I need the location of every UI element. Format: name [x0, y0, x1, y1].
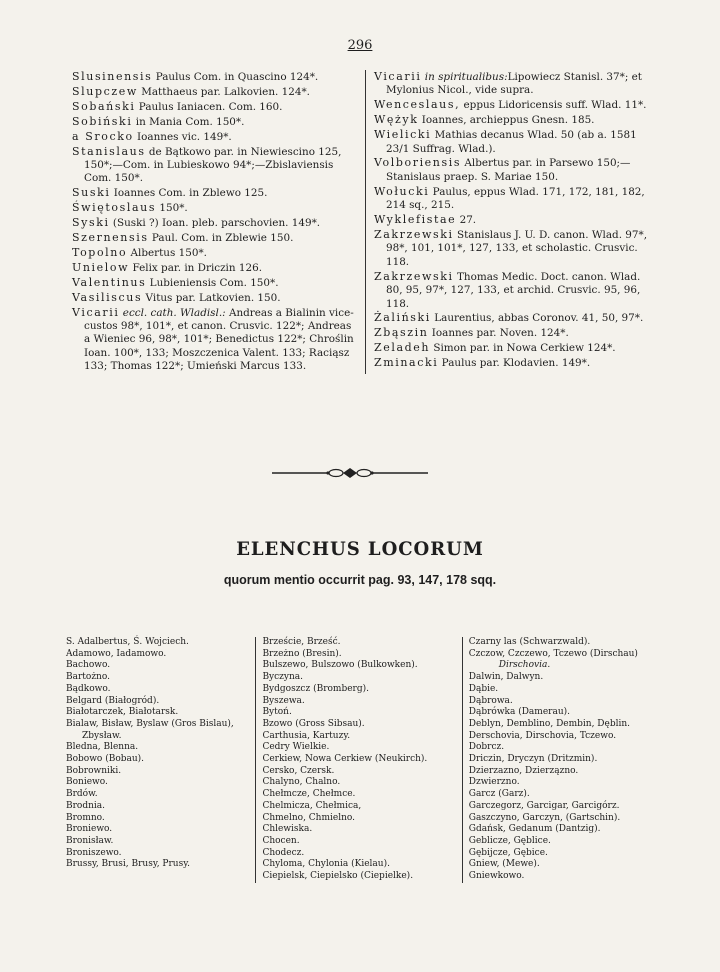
place-entry: Boniewo. [66, 777, 108, 788]
place-entry: Brdów. [66, 789, 98, 800]
index-entry: Slusinensis Paulus Com. in Quascino 124*. [72, 70, 319, 83]
index-entry: Valentinus Lubieniensis Com. 150*. [72, 275, 279, 289]
place-entry: Brzeście, Brześć. [262, 637, 341, 647]
place-entry: Dąbrówka (Damerau). [468, 707, 570, 718]
place-entry: Dąbrowa. [468, 695, 513, 706]
place-entry: Gdańsk, Gedanum (Dantzig). [468, 824, 601, 835]
place-entry: Bachowo. [66, 660, 111, 671]
index-entry: Syski (Suski ?) Ioan. pleb. parschovien. 149*. [72, 216, 321, 230]
place-entry: Byczyna. [262, 672, 304, 683]
place-entry: Dzwierzno. [468, 777, 520, 788]
place-entry: Cerkiew, Nowa Cerkiew (Neukirch). [262, 754, 428, 765]
index-entry: Wielicki Mathias decanus Wlad. 50 (ab a. 1581 23/1 Suffrag. Wlad.). [373, 128, 637, 155]
place-entry: Chełmcze, Chełmce. [262, 789, 356, 800]
section-subtitle: quorum mentio occurrit pag. 93, 147, 178 sqq. [223, 573, 497, 587]
locorum-column-3 [463, 637, 666, 883]
index-entry: Zakrzewski Stanislaus J. U. D. canon. Wlad. 97*, 98*, 101, 101*, 127, 133, et scholastic. Crusvic. 118. [373, 227, 648, 268]
place-entry: Chelmicza, Chełmica, [262, 800, 362, 811]
place-entry: Chmelno, Chmielno. [262, 812, 356, 823]
place-entry: Chocen. [262, 835, 300, 846]
place-entry: Deblyn, Demblino, Dembin, Dęblin. [468, 718, 631, 729]
section-title: ELENCHUS LOCORUM [236, 538, 484, 560]
page-number: 296 [347, 38, 373, 53]
index-entry: Topolno Albertus 150*. [72, 245, 207, 259]
place-entry: Bytoń. [262, 707, 292, 718]
place-entry: Bobowo (Bobau). [66, 754, 145, 765]
place-entry: Broniewo. [66, 824, 113, 835]
place-entry: Byszewa. [262, 695, 305, 706]
place-entry: Czarny las (Schwarzwald). [468, 637, 591, 647]
place-entry: Bulszewo, Bulszowo (Bulkowken). [262, 660, 418, 671]
index-entry: Zbąszin Ioannes par. Noven. 124*. [373, 326, 569, 340]
index-entry: Wężyk Ioannes, archieppus Gnesn. 185. [373, 113, 595, 127]
place-entry: Bądkowo. [66, 683, 111, 694]
place-entry: S. Adalbertus, Ś. Wojciech. [66, 637, 189, 647]
locorum-column-2 [256, 637, 462, 883]
place-entry: Chodecz. [262, 847, 305, 858]
place-entry: Derschovia, Dirschovia, Tczewo. [468, 730, 617, 741]
index-entry: Świętoslaus 150*. [72, 201, 188, 215]
index-entry: Vicarii eccl. cath. Wladisl.: Andreas a Bialinin vice-custos 98*, 101*, et canon. Crusvic. 122*; Andreas a Wieniec 96, 98*, 101*; Benedictus 122*; Chroślin Ioan. 100*, 133; Moszczenica Valent. 133; Raciąsz 133; Thomas 122*; Umieński Marcus 133. [72, 305, 354, 373]
place-entry: Bartożno. [66, 672, 110, 683]
index-entry: Zeladeh Simon par. in Nowa Cerkiew 124*. [373, 341, 616, 355]
index-entry: Zminacki Paulus par. Klodavien. 149*. [373, 356, 591, 370]
place-entry: Bromno. [66, 812, 105, 823]
place-entry: Ciepielsk, Ciepielsko (Ciepielke). [262, 871, 414, 882]
place-entry: Chalyno, Chalno. [262, 777, 341, 788]
index-entry: Zakrzewski Thomas Medic. Doct. canon. Wlad. 80, 95, 97*, 127, 133, et archid. Crusvic. 95, 96, 118. [373, 269, 641, 310]
place-entry: Bronisław. [66, 835, 114, 846]
place-entry: Gniewkowo. [468, 871, 525, 882]
index-entry: Szernensis Paul. Com. in Zblewie 150. [72, 230, 294, 244]
index-entry: Vasiliscus Vitus par. Latkovien. 150. [72, 290, 281, 304]
place-entry: Chyloma, Chylonia (Kielau). [262, 859, 390, 870]
place-entry-continuation: Dirschovia. [498, 660, 551, 671]
place-entry: Broniszewo. [66, 847, 122, 858]
place-entry: Chlewiska. [262, 824, 313, 835]
place-entry: Brussy, Brusi, Brusy, Prusy. [66, 859, 190, 870]
index-entry: Unielow Felix par. in Driczin 126. [72, 260, 263, 274]
index-entry: Vicarii in spiritualibus:Lipowiecz Stanisl. 37*; et Mylonius Nicol., vide supra. [373, 70, 642, 97]
index-entry: a Srocko Ioannes vic. 149*. [72, 129, 232, 143]
index-column-right [366, 70, 652, 374]
index-entry: Żaliński Laurentius, abbas Coronov. 41, 50, 97*. [373, 311, 644, 325]
index-entry: Volboriensis Albertus par. in Parsewo 150;—Stanislaus praep. S. Mariae 150. [373, 156, 631, 183]
place-entry: Gaszczyno, Garczyn, (Gartschin). [468, 812, 621, 823]
place-entry: Gębijcze, Gębice. [468, 847, 548, 858]
index-entry: Wyklefistae 27. [373, 213, 477, 227]
place-entry: Cersko, Czersk. [262, 765, 335, 776]
place-entry: Dobrcz. [468, 742, 505, 753]
place-entry: Garczegorz, Garcigar, Garcigórz. [468, 800, 620, 811]
place-entry: Dzierzazno, Dzierzązno. [468, 765, 579, 776]
place-entry: Dalwin, Dalwyn. [468, 672, 544, 683]
index-entry: Sobański Paulus Ianiacen. Com. 160. [72, 99, 283, 113]
place-entry: Bledna, Blenna. [66, 742, 139, 753]
index-entry: Suski Ioannes Com. in Zblewo 125. [72, 186, 268, 200]
place-entry: Carthusia, Kartuzy. [262, 730, 351, 741]
place-entry: Belgard (Białogród). [66, 695, 160, 706]
locorum-columns [66, 637, 666, 883]
place-entry: Czczow, Czczewo, Tczewo (Dirschau) [468, 648, 638, 659]
place-entry: Garcz (Garz). [468, 789, 530, 800]
place-entry: Bzowo (Gross Sibsau). [262, 718, 365, 729]
place-entry: Bialaw, Bisław, Byslaw (Gros Bislau), [66, 718, 234, 729]
locorum-column-1 [66, 637, 256, 883]
place-entry: Adamowo, Iadamowo. [66, 648, 167, 659]
place-entry: Brodnia. [66, 800, 105, 811]
index-entry: Stanislaus de Bątkowo par. in Niewiescino 125, 150*;—Com. in Lubieskowo 94*;—Zbislaviensis Com. 150*. [72, 144, 342, 185]
index-columns [72, 70, 652, 374]
place-entry: Dąbie. [468, 683, 499, 694]
place-entry: Brzeżno (Bresin). [262, 648, 342, 659]
place-entry: Bydgoszcz (Bromberg). [262, 683, 369, 694]
place-entry: Gniew, (Mewe). [468, 859, 540, 870]
index-column-left [72, 70, 366, 374]
place-entry: Cedry Wielkie. [262, 742, 330, 753]
index-entry: Sobiński in Mania Com. 150*. [72, 114, 245, 128]
place-entry: Driczin, Dryczyn (Dritzmin). [468, 754, 598, 765]
place-entry: Bobrowniki. [66, 765, 122, 776]
index-entry: Slupczew Matthaeus par. Lalkovien. 124*. [72, 84, 310, 98]
section-ornament [270, 466, 430, 480]
place-entry: Białotarczek, Białotarsk. [66, 707, 179, 718]
place-entry: Geblicze, Gęblice. [468, 835, 551, 846]
index-entry: Wołucki Paulus, eppus Wlad. 171, 172, 181, 182, 214 sq., 215. [373, 184, 645, 212]
place-entry-continuation: Zbysław. [82, 730, 122, 741]
index-entry: Wenceslaus, eppus Lidoricensis suff. Wlad. 11*. [373, 98, 647, 112]
